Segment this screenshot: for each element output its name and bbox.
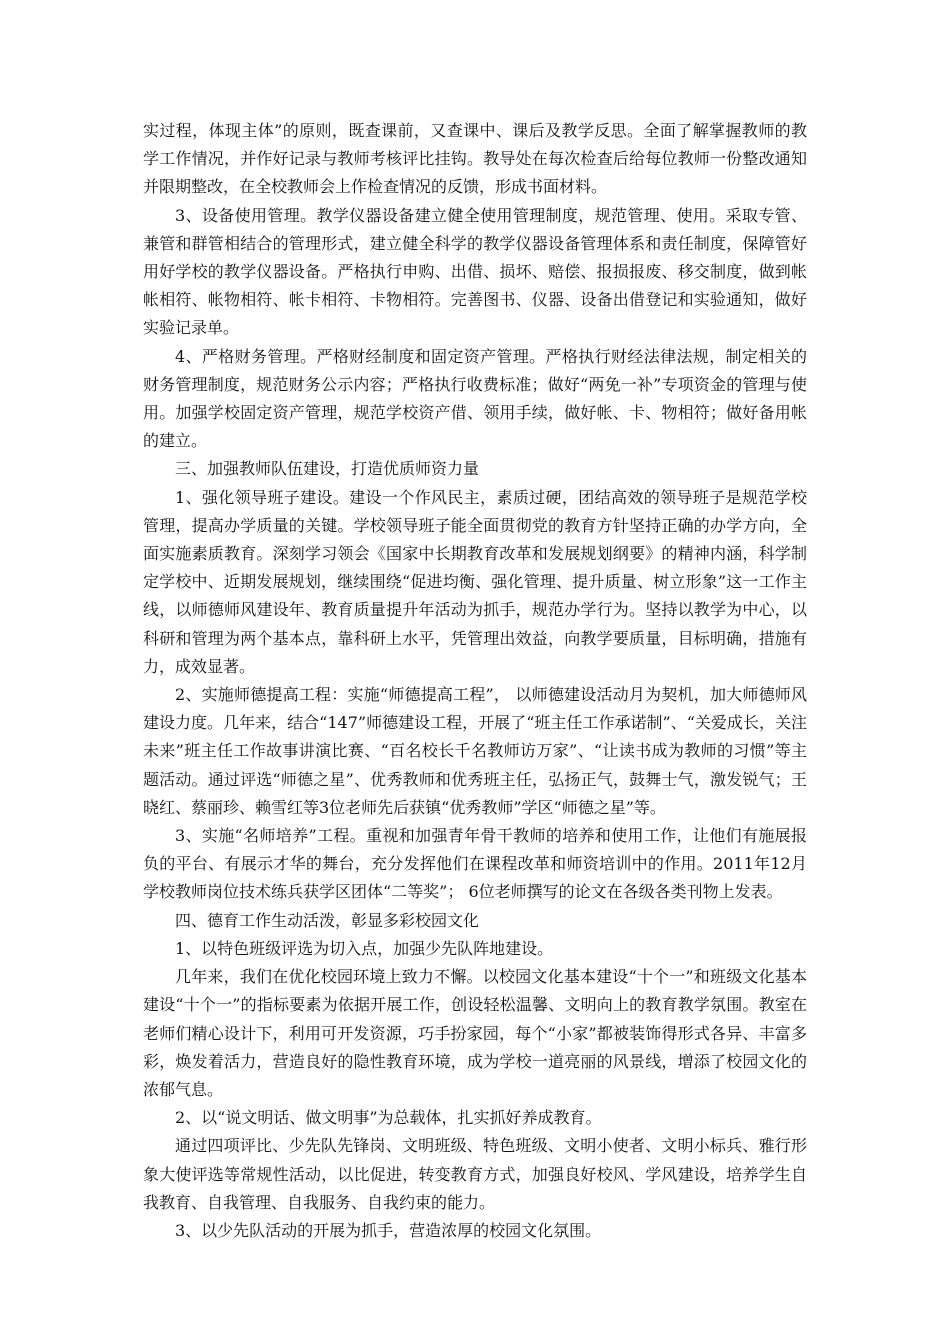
- paragraph-appraisal-activities: 通过四项评比、少先队先锋岗、文明班级、特色班级、文明小使者、文明小标兵、雅行形象大使评选等常规性活动，以比促进，转变教育方式，加强良好校风、学风建设，培养学生自我教育、自我管理、自我服务、自我约束的能力。: [143, 1136, 807, 1212]
- paragraph-finance-management: 4、严格财务管理。严格财经制度和固定资产管理。严格执行财经法律法规，制定相关的财务管理制度，规范财务公示内容；严格执行收费标准；做好“两免一补”专项资金的管理与使用。加强学校固定资产管理，规范学校资产借、领用手续，做好帐、卡、物相符；做好备用帐的建立。: [143, 346, 807, 451]
- section-heading-teacher-team: 三、加强教师队伍建设，打造优质师资力量: [175, 459, 480, 479]
- paragraph-campus-environment: 几年来，我们在优化校园环境上致力不懈。以校园文化基本建设“十个一”和班级文化基本建设“十个一”的指标要素为依据开展工作，创设轻松温馨、文明向上的教育教学氛围。教室在老师们精心设计下，利用可开发资源，巧手扮家园，每个“小家”都被装饰得形式各异、丰富多彩，焕发着活力，营造良好的隐性教育环境，成为学校一道亮丽的风景线，增添了校园文化的浓郁气息。: [143, 967, 807, 1099]
- paragraph-equipment-management: 3、设备使用管理。教学仪器设备建立健全使用管理制度，规范管理、使用。采取专管、兼管和群管相结合的管理形式，建立健全科学的教学仪器设备管理体系和责任制度，保障管好用好学校的教学仪器设备。严格执行申购、出借、损坏、赔偿、报损报废、移交制度，做到帐帐相符、帐物相符、帐卡相符、卡物相符。完善图书、仪器、设备出借登记和实验通知，做好实验记录单。: [143, 205, 807, 338]
- subheading-civilized-behavior: 2、以“说文明话、做文明事”为总载体，扎实抓好养成教育。: [175, 1108, 602, 1128]
- section-heading-moral-education: 四、德育工作生动活泼，彰显多彩校园文化: [175, 910, 480, 930]
- subheading-class-selection: 1、以特色班级评选为切入点，加强少先队阵地建设。: [175, 938, 554, 958]
- paragraph-inspection-continued: 实过程，体现主体”的原则，既查课前，又查课中、课后及教学反思。全面了解掌握教师的教学工作情况，并作好记录与教师考核评比挂钩。教导处在每次检查后给每位教师一份整改通知并限期整改，在全校教师会上作检查情况的反馈，形成书面材料。: [143, 121, 807, 197]
- document-page: [143, 117, 807, 1245]
- subheading-young-pioneers: 3、以少先队活动的开展为抓手，营造浓厚的校园文化氛围。: [175, 1220, 602, 1240]
- paragraph-leadership-team: 1、强化领导班子建设。建设一个作风民主，素质过硬，团结高效的领导班子是规范学校管理，提高办学质量的关键。学校领导班子能全面贯彻党的教育方针坚持正确的办学方向，全面实施素质教育。深刻学习领会《国家中长期教育改革和发展规划纲要》的精神内涵，科学制定学校中、近期发展规划，继续围绕“促进均衡、强化管理、提升质量、树立形象”这一工作主线，以师德师风建设年、教育质量提升年活动为抓手，规范办学行为。坚持以教学为中心，以科研和管理为两个基本点，靠科研上水平，凭管理出效益，向教学要质量，目标明确，措施有力，成效显著。: [143, 487, 807, 676]
- paragraph-teacher-ethics: 2、实施师德提高工程：实施“师德提高工程”， 以师德建设活动月为契机，加大师德师风建设力度。几年来，结合“147”师德建设工程，开展了“班主任工作承诺制”、“关爱成长，关注未来”班主任工作故事讲演比赛、“百名校长千名教师访万家”、“让读书成为教师的习惯”等主题活动。通过评选“师德之星”、优秀教师和优秀班主任，弘扬正气，鼓舞士气，激发锐气；王晓红、蔡丽珍、赖雪红等3位老师先后获镇“优秀教师”学区“师德之星”等。: [143, 685, 807, 817]
- paragraph-famous-teacher: 3、实施“名师培养”工程。重视和加强青年骨干教师的培养和使用工作，让他们有施展报负的平台、有展示才华的舞台，充分发挥他们在课程改革和师资培训中的作用。2011年12月学校教师岗位技术练兵获学区团体“二等奖”； 6位老师撰写的论文在各级各类刊物上发表。: [143, 826, 807, 902]
